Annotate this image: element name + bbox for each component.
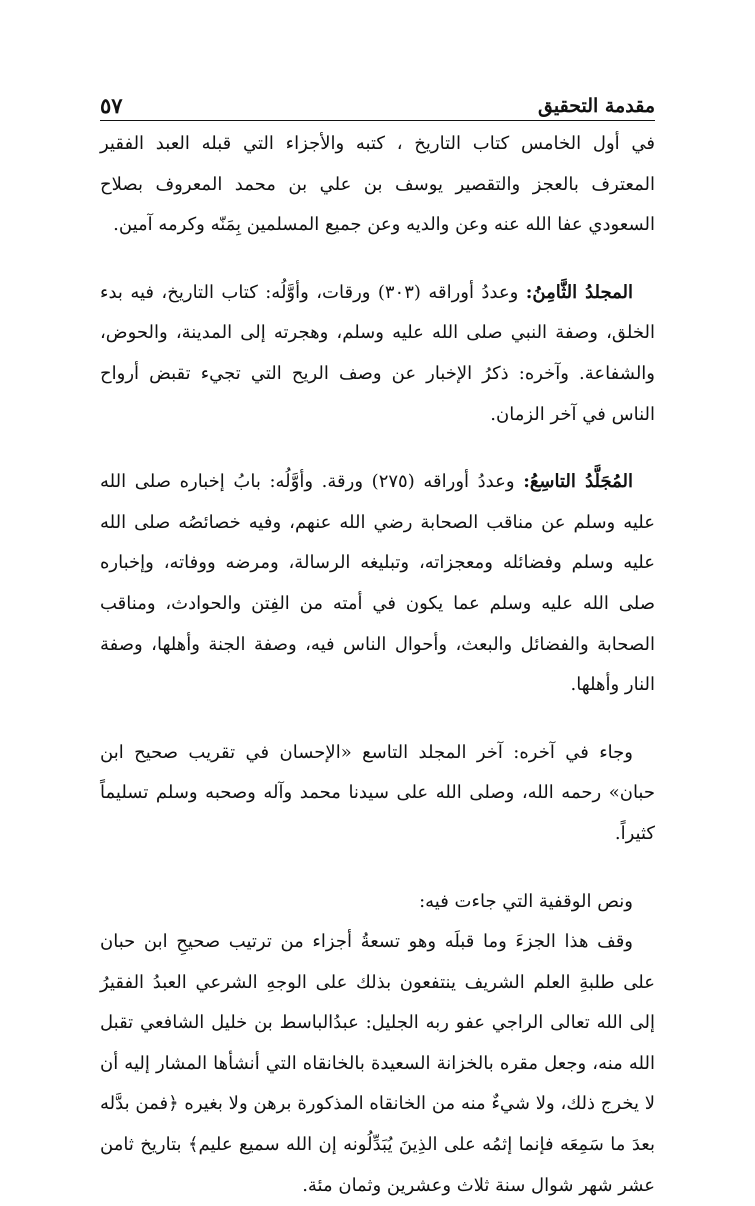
volume-heading: المُجَلَّدُ التاسِعُ:: [523, 471, 633, 493]
paragraph-text: وعددُ أوراقه (٣٠٣) ورقات، وأوَّلُه: كتاب التاريخ، فيه بدء الخلق، وصفة النبي صلى الله عليه وسلم، وهجرته إلى المدينة، والحوض، والشفاعة. وآخره: ذكرُ الإخبار عن وصف الريح التي تجيء تقبض أرواح الناس في آخر الزمان.: [100, 281, 655, 425]
paragraph-endowment-text: [100, 922, 655, 1206]
header-rule: [100, 120, 655, 121]
volume-heading: المجلدُ الثَّامِنُ:: [525, 281, 633, 303]
paragraph-gap: [100, 246, 655, 273]
page-header: [100, 82, 655, 116]
paragraph-text: وعددُ أوراقه (٢٧٥) ورقة. وأوَّلُه: بابُ إخباره صلى الله عليه وسلم عن مناقب الصحابة رضي الله عنهم، وفيه خصائصُه صلى الله عليه وسلم وفضائله ومعجزاته، وتبليغه الرسالة، ومرضه ووفاته، وإخباره صلى الله عليه وسلم عما يكون في أمته من الفِتن والحوادث، ومناقب الصحابة والفضائل والبعث، وأحوال الناس فيه، وصفة الجنة وأهلها، وصفة النار وأهلها.: [100, 471, 655, 696]
paragraph-endowment-intro: [100, 882, 655, 923]
paragraph-text: ونص الوقفية التي جاءت فيه:: [419, 890, 633, 912]
paragraph-text: وقف هذا الجزءَ وما قبلَه وهو تسعةُ أجزاء من ترتيب صحيحِ ابن حبان على طلبةِ العلم الشريف ينتفعون بذلك على الوجهِ الشرعي العبدُ الفقيرُ إلى الله تعالى الراجي عفو ربه الجليل: عبدُالباسط بن خليل الشافعي تقبل الله منه، وجعل مقره بالخزانة السعيدة بالخانقاه التي أنشأها المشار إليه أن لا يخرج ذلك، ولا شيءٌ منه من الخانقاه المذكورة برهن ولا بغيره ﴿فمن بدَّله بعدَ ما سَمِعَه فإنما إثمُه على الذِينَ يُبَدِّلُونه إن الله سميع عليم﴾ بتاريخ ثامن عشر شهر شوال سنة ثلاث وعشرين وثمان مئة.: [100, 931, 655, 1196]
paragraph-text: في أول الخامس كتاب التاريخ ، كتبه والأجزاء التي قبله العبد الفقير المعترف بالعجز والتقصير يوسف بن علي بن محمد المعروف بصلاح السعودي عفا الله عنه وعن والديه وعن جميع المسلمين بِمَنّه وكرمه آمين.: [100, 133, 655, 236]
paragraph-gap: [100, 855, 655, 882]
paragraph-volume-nine: [100, 462, 655, 706]
page-body: [100, 124, 655, 1206]
page-number: ٥٧: [100, 93, 123, 118]
paragraph-ending: [100, 733, 655, 855]
paragraph-colophon: [100, 124, 655, 246]
paragraph-text: وجاء في آخره: آخر المجلد التاسع «الإحسان في تقريب صحيح ابن حبان» رحمه الله، وصلى الله على سيدنا محمد وآله وصحبه وسلم تسليماً كثيراً.: [100, 741, 655, 844]
paragraph-gap: [100, 435, 655, 462]
paragraph-volume-eight: [100, 273, 655, 435]
paragraph-gap: [100, 706, 655, 733]
running-title: مقدمة التحقيق: [538, 95, 655, 117]
